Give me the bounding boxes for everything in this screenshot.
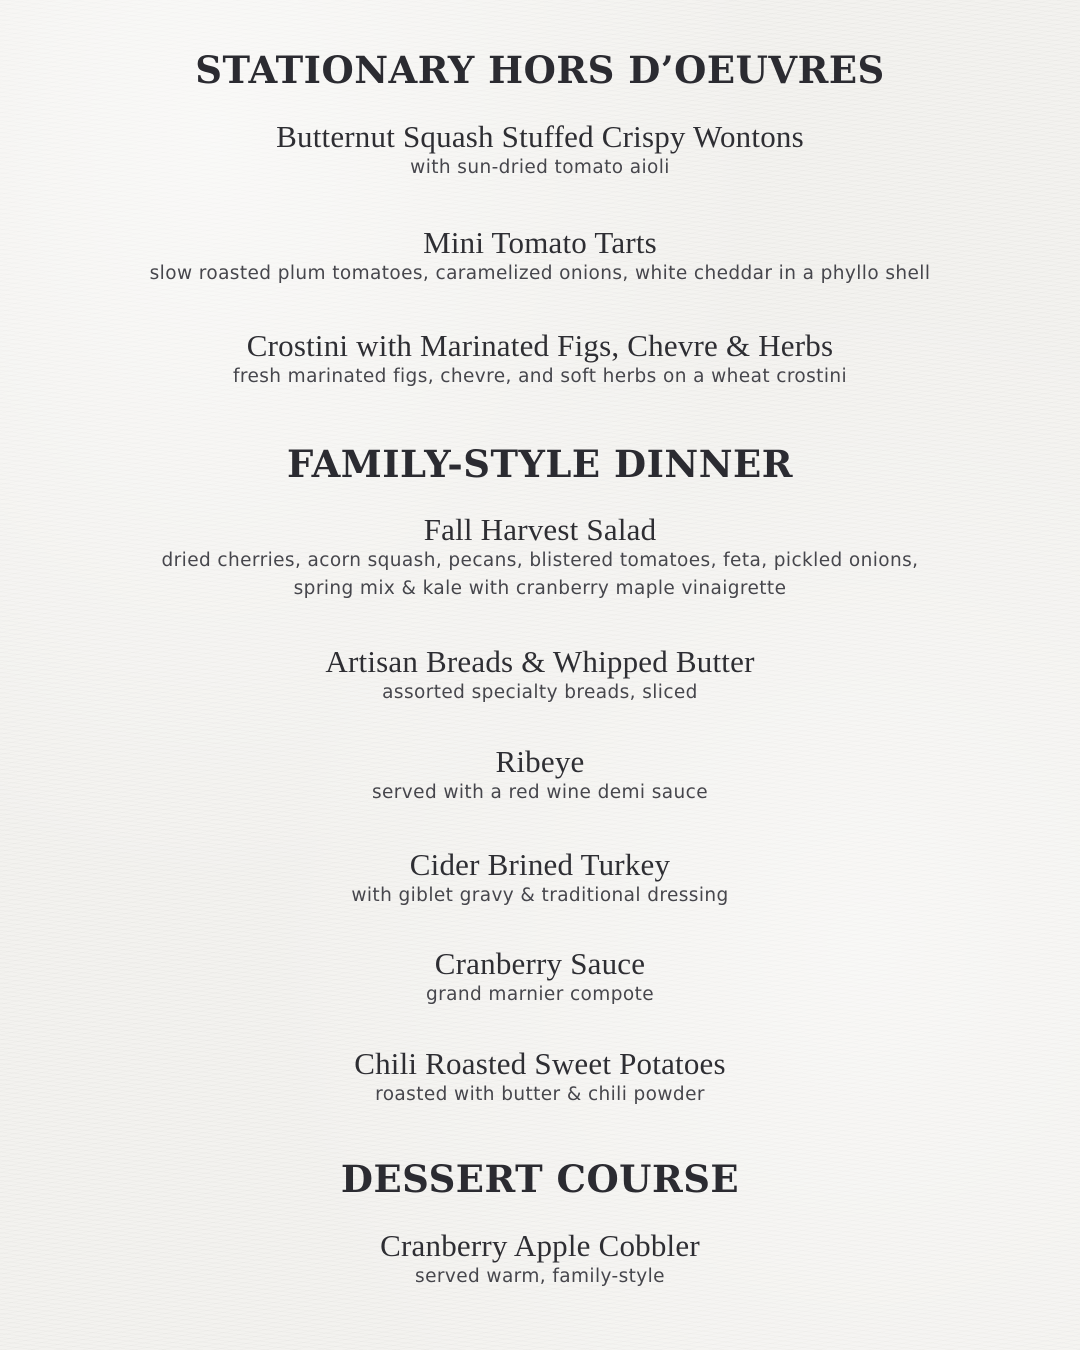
menu-item <box>0 329 1080 391</box>
menu-item-name: Crostini with Marinated Figs, Chevre & Herbs <box>246 328 834 363</box>
menu-item-name: Cranberry Apple Cobbler <box>380 1228 700 1263</box>
menu-item <box>0 645 1080 707</box>
menu-item-description: fresh marinated figs, chevre, and soft herbs on a wheat crostini <box>232 366 848 387</box>
section-title-family-style-dinner: FAMILY-STYLE DINNER <box>286 442 794 486</box>
menu-item <box>0 513 1080 603</box>
menu-item <box>0 848 1080 910</box>
menu-item-name: Artisan Breads & Whipped Butter <box>325 644 755 679</box>
menu-item <box>0 745 1080 807</box>
menu-item-name: Cranberry Sauce <box>434 946 646 981</box>
menu-item <box>0 947 1080 1009</box>
menu-item-description: with sun-dried tomato aioli <box>410 157 670 178</box>
menu-item <box>0 1047 1080 1109</box>
menu-item-description: assorted specialty breads, sliced <box>382 682 698 703</box>
menu-item-name: Chili Roasted Sweet Potatoes <box>354 1046 726 1081</box>
menu-item-description: slow roasted plum tomatoes, caramelized onions, white cheddar in a phyllo shell <box>149 263 931 284</box>
menu-item <box>0 1229 1080 1291</box>
menu-item-name: Mini Tomato Tarts <box>423 225 657 260</box>
section-title-hors-doeuvres: STATIONARY HORS D’OEUVRES <box>195 48 885 92</box>
menu-item-description: served warm, family-style <box>415 1266 665 1287</box>
menu-item-description: with giblet gravy & traditional dressing <box>351 885 729 906</box>
menu-item-name: Butternut Squash Stuffed Crispy Wontons <box>276 119 804 154</box>
section-title-dessert-course: DESSERT COURSE <box>340 1157 740 1201</box>
menu-item-description: served with a red wine demi sauce <box>371 782 708 803</box>
menu-item-name: Fall Harvest Salad <box>423 512 657 547</box>
menu-item <box>0 120 1080 182</box>
menu-item-description-line-2: spring mix & kale with cranberry maple vinaigrette <box>293 578 787 599</box>
menu-item-name: Cider Brined Turkey <box>409 847 671 882</box>
menu-item-description: roasted with butter & chili powder <box>375 1084 705 1105</box>
menu-item-name: Ribeye <box>495 744 585 779</box>
menu-item-description: grand marnier compote <box>425 984 654 1005</box>
menu-item <box>0 226 1080 288</box>
menu-item-description: dried cherries, acorn squash, pecans, blistered tomatoes, feta, pickled onions, <box>161 550 919 571</box>
